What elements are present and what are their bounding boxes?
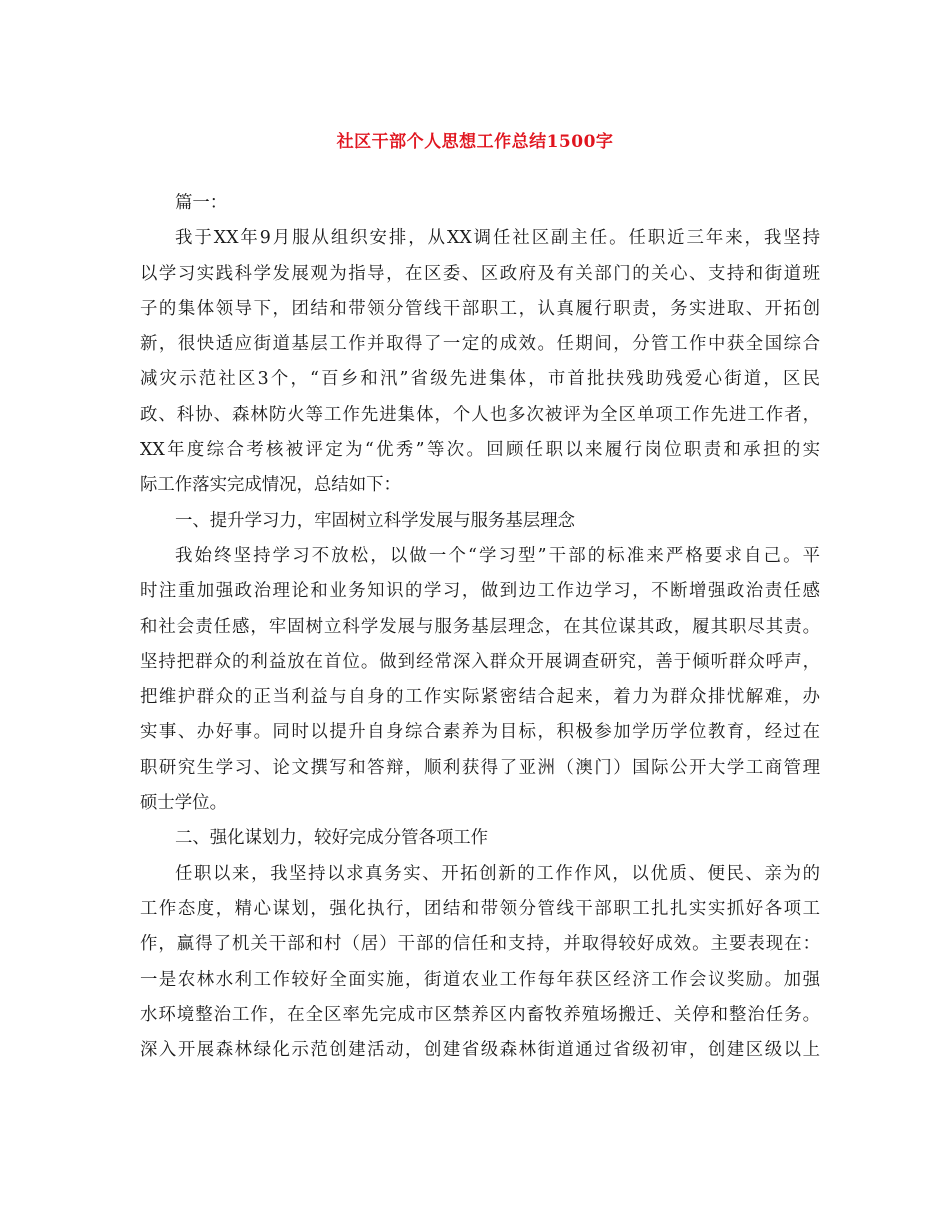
text-line: 水环境整治工作，在全区率先完成市区禁养区内畜牧养殖场搬迁、关停和整治任务。 bbox=[140, 1004, 820, 1025]
text-line: 篇一： bbox=[175, 193, 228, 213]
text-line: 硕士学位。 bbox=[140, 793, 227, 814]
document-body bbox=[140, 186, 820, 1068]
text-line: 坚持把群众的利益放在首位。做到经常深入群众开展调查研究，善于倾听群众呼声， bbox=[140, 651, 820, 672]
text-line: 把维护群众的正当利益与自身的工作实际紧密结合起来，着力为群众排忧解难，办 bbox=[140, 687, 820, 708]
text-line: 二、强化谋划力，较好完成分管各项工作 bbox=[175, 828, 489, 849]
text-line: 工作态度，精心谋划，强化执行，团结和带领分管线干部职工扎扎实实抓好各项工 bbox=[140, 898, 820, 919]
text-line: 一是农林水利工作较好全面实施，街道农业工作每年获区经济工作会议奖励。加强 bbox=[140, 969, 820, 990]
text-line: 一、提升学习力，牢固树立科学发展与服务基层理念 bbox=[175, 510, 575, 531]
text-line: 任职以来，我坚持以求真务实、开拓创新的工作作风，以优质、便民、亲为的 bbox=[175, 863, 820, 884]
text-line: 子的集体领导下，团结和带领分管线干部职工，认真履行职责，务实进取、开拓创 bbox=[140, 298, 820, 319]
text-line: 作，赢得了机关干部和村（居）干部的信任和支持，并取得较好成效。主要表现在： bbox=[140, 934, 820, 955]
text-line: 我于XX年9月服从组织安排，从XX调任社区副主任。任职近三年来，我坚持 bbox=[175, 228, 820, 249]
text-line: 新，很快适应街道基层工作并取得了一定的成效。任期间，分管工作中获全国综合 bbox=[140, 334, 820, 355]
text-line: 时注重加强政治理论和业务知识的学习，做到边工作边学习，不断增强政治责任感 bbox=[140, 581, 820, 602]
text-line: 以学习实践科学发展观为指导，在区委、区政府及有关部门的关心、支持和街道班 bbox=[140, 263, 820, 284]
text-line: 深入开展森林绿化示范创建活动，创建省级森林街道通过省级初审，创建区级以上 bbox=[140, 1040, 820, 1061]
text-line: 减灾示范社区3个，“百乡和汛”省级先进集体，市首批扶残助残爱心街道，区民 bbox=[140, 369, 820, 390]
text-line: 职研究生学习、论文撰写和答辩，顺利获得了亚洲（澳门）国际公开大学工商管理 bbox=[140, 757, 820, 778]
text-line: 我始终坚持学习不放松，以做一个“学习型”干部的标准来严格要求自己。平 bbox=[175, 545, 820, 566]
text-line: 实事、办好事。同时以提升自身综合素养为目标，积极参加学历学位教育，经过在 bbox=[140, 722, 820, 743]
text-line: 和社会责任感，牢固树立科学发展与服务基层理念，在其位谋其政，履其职尽其责。 bbox=[140, 616, 820, 637]
document-title: 社区干部个人思想工作总结1500字 bbox=[336, 132, 614, 152]
text-line: 政、科协、森林防火等工作先进集体，个人也多次被评为全区单项工作先进工作者， bbox=[140, 404, 820, 425]
text-line: 际工作落实完成情况，总结如下： bbox=[140, 475, 401, 496]
text-line: XX年度综合考核被评定为“优秀”等次。回顾任职以来履行岗位职责和承担的实 bbox=[140, 440, 820, 461]
